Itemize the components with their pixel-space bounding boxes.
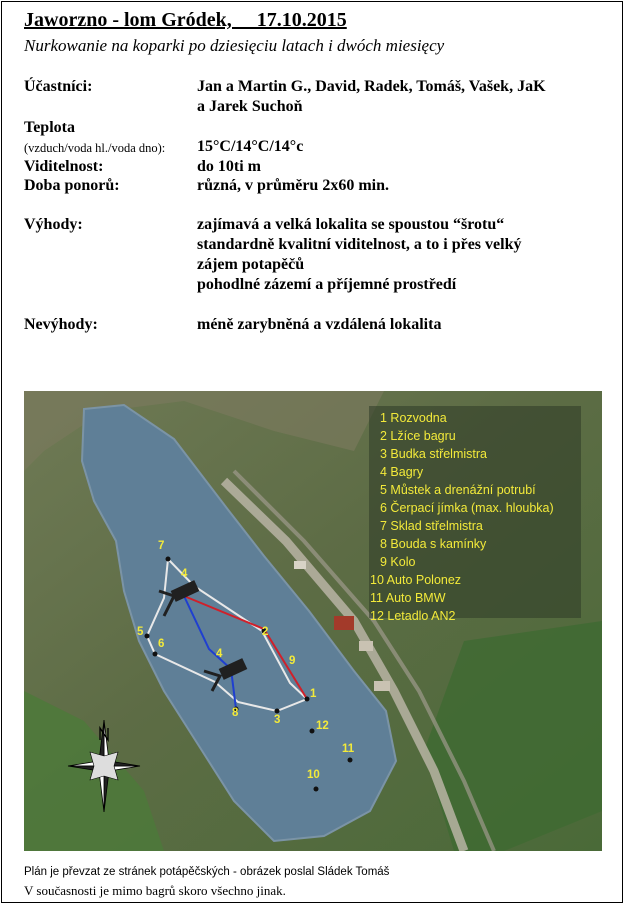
building <box>359 641 373 651</box>
building <box>334 616 354 630</box>
legend-item: 8 Bouda s kamínky <box>380 537 487 551</box>
legend-item: 5 Můstek a drenážní potrubí <box>380 483 536 497</box>
legend-item: 1 Rozvodna <box>380 411 447 425</box>
marker-dot <box>145 634 150 639</box>
legend-item: 11 Auto BMW <box>370 591 446 605</box>
legend-item: 3 Budka střelmistra <box>380 447 487 461</box>
legend-item: 4 Bagry <box>380 465 424 479</box>
participants-line-2: a Jarek Suchoň <box>197 98 303 115</box>
pros-line: standardně kvalitní viditelnost, a to i přes velký <box>197 236 522 253</box>
marker-label: 1 <box>310 688 317 700</box>
legend-item: 2 Lžíce bagru <box>380 429 456 443</box>
marker-label: 12 <box>316 720 329 732</box>
pros-line: zájem potapěčů <box>197 256 305 273</box>
legend-item: 9 Kolo <box>380 555 416 569</box>
pros-line: zajímavá a velká lokalita se spoustou “šrotu“ <box>197 216 505 233</box>
marker-label: 11 <box>342 743 355 755</box>
marker-dot <box>305 697 310 702</box>
legend-item: 6 Čerpací jímka (max. hloubka) <box>380 501 554 515</box>
building <box>374 681 390 691</box>
marker-label: 6 <box>158 638 165 650</box>
marker-label: 9 <box>289 655 296 667</box>
participants-label: Účastníci: <box>24 78 93 95</box>
legend-item: 7 Sklad střelmistra <box>380 519 483 533</box>
page-title: Jaworzno - lom Gródek, 17.10.2015 <box>24 9 347 31</box>
current-note: V současnosti je mimo bagrů skoro všechno jinak. <box>24 883 286 898</box>
quarry-map-image <box>24 391 602 851</box>
marker-label: 2 <box>262 626 269 638</box>
temperature-sublabel: (vzduch/voda hl./voda dno): <box>24 141 166 155</box>
marker-label: 7 <box>158 540 165 552</box>
marker-dot <box>166 557 171 562</box>
marker-label: 5 <box>137 626 144 638</box>
visibility-label: Viditelnost: <box>24 158 104 175</box>
source-note: Plán je převzat ze stránek potápěčských - obrázek poslal Sládek Tomáš <box>24 866 390 878</box>
visibility-value: do 10ti m <box>197 158 261 175</box>
marker-dot <box>348 758 353 763</box>
marker-label: 8 <box>232 707 239 719</box>
marker-dot <box>275 709 280 714</box>
marker-label: 4 <box>181 568 188 580</box>
marker-dot <box>314 787 319 792</box>
dive-time-label: Doba ponorů: <box>24 177 120 194</box>
dive-time-value: různá, v průměru 2x60 min. <box>197 177 389 194</box>
quarry-map <box>24 391 602 851</box>
temperature-value: 15°C/14°C/14°c <box>197 138 304 155</box>
marker-dot <box>310 729 315 734</box>
cons-value: méně zarybněná a vzdálená lokalita <box>197 316 442 333</box>
legend-item: 12 Letadlo AN2 <box>370 609 456 623</box>
marker-dot <box>153 652 158 657</box>
building <box>294 561 306 569</box>
marker-label: 10 <box>307 769 320 781</box>
legend-item: 10 Auto Polonez <box>370 573 462 587</box>
pros-label: Výhody: <box>24 216 83 233</box>
marker-label: 3 <box>274 714 281 726</box>
marker-label: 4 <box>216 648 223 660</box>
pros-line: pohodlné zázemí a příjemné prostředí <box>197 276 457 293</box>
participants-line-1: Jan a Martin G., David, Radek, Tomáš, Vašek, JaK <box>197 78 546 95</box>
page-subtitle: Nurkowanie na koparki po dziesięciu latach i dwóch miesięcy <box>24 36 445 55</box>
cons-label: Nevýhody: <box>24 316 98 333</box>
temperature-label: Teplota <box>24 119 75 136</box>
